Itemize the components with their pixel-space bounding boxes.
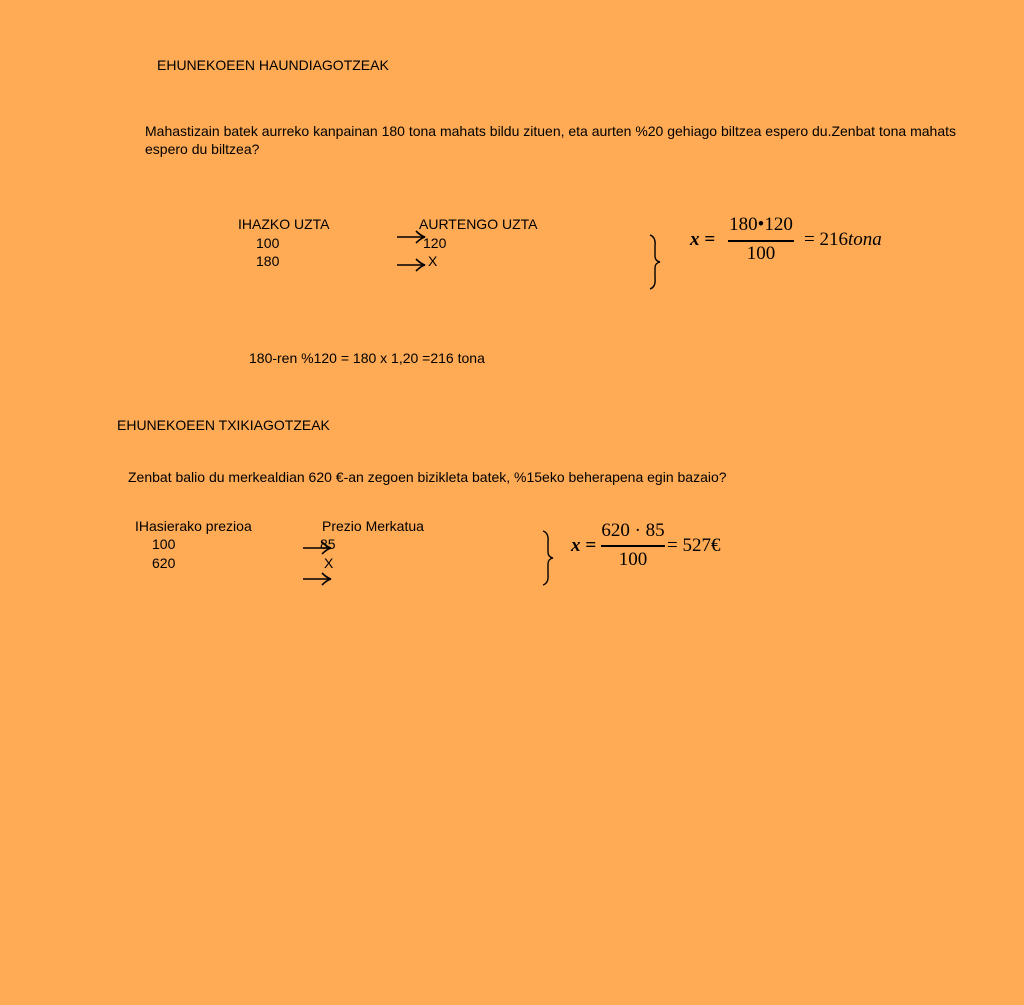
arrow-right-icon	[302, 571, 334, 587]
section1-title: EHUNEKOEEN HAUNDIAGOTZEAK	[157, 57, 389, 73]
section2-problem: Zenbat balio du merkealdian 620 €-an zegoen bizikleta batek, %15eko beherapena egin bazaio?	[128, 469, 727, 485]
section1-problem: Mahastizain batek aurreko kanpainan 180 tona mahats bildu zituen, eta aurten %20 gehiago biltzea espero du.Zenbat tona mahats espero du biltzea?	[145, 123, 956, 157]
arrow-right-icon	[302, 540, 334, 556]
section1-formula	[690, 214, 890, 269]
fraction-bar	[728, 240, 794, 242]
formula-fraction	[728, 214, 794, 269]
formula-rhs: = 216tona	[804, 229, 882, 250]
section2-formula	[571, 520, 771, 575]
section1-col2-header: AURTENGO UZTA	[419, 216, 538, 232]
formula-numerator: 180•120	[729, 214, 793, 235]
section1-col1-header: IHAZKO UZTA	[238, 216, 330, 232]
section1-row1-right: 120	[423, 235, 447, 251]
fraction-bar	[601, 545, 665, 547]
section1-check: 180-ren %120 = 180 x 1,20 =216 tona	[249, 350, 485, 366]
arrow-right-icon	[396, 256, 428, 272]
formula-denominator: 100	[618, 549, 648, 570]
section2-row2-right: X	[324, 555, 334, 571]
right-brace-icon	[648, 234, 662, 290]
section2-row1-right: 85	[320, 536, 336, 552]
section2-title: EHUNEKOEEN TXIKIAGOTZEAK	[117, 417, 330, 433]
section2-col2-header: Prezio Merkatua	[322, 518, 424, 534]
formula-lhs: x =	[571, 535, 597, 556]
section1-row2-left: 180	[256, 253, 280, 269]
section2-row2-left: 620	[152, 555, 176, 571]
formula-numerator: 620 · 85	[601, 520, 665, 541]
formula-rhs: = 527€	[667, 535, 721, 556]
section2-row1-left: 100	[152, 536, 176, 552]
formula-denominator: 100	[746, 243, 776, 264]
right-brace-icon	[541, 530, 555, 586]
section2-col1-header: IHasierako prezioa	[135, 518, 252, 534]
section1-row2-right: X	[428, 253, 438, 269]
arrow-right-icon	[396, 228, 428, 244]
section1-row1-left: 100	[256, 235, 280, 251]
formula-fraction	[601, 520, 665, 575]
formula-lhs: x =	[690, 229, 716, 250]
